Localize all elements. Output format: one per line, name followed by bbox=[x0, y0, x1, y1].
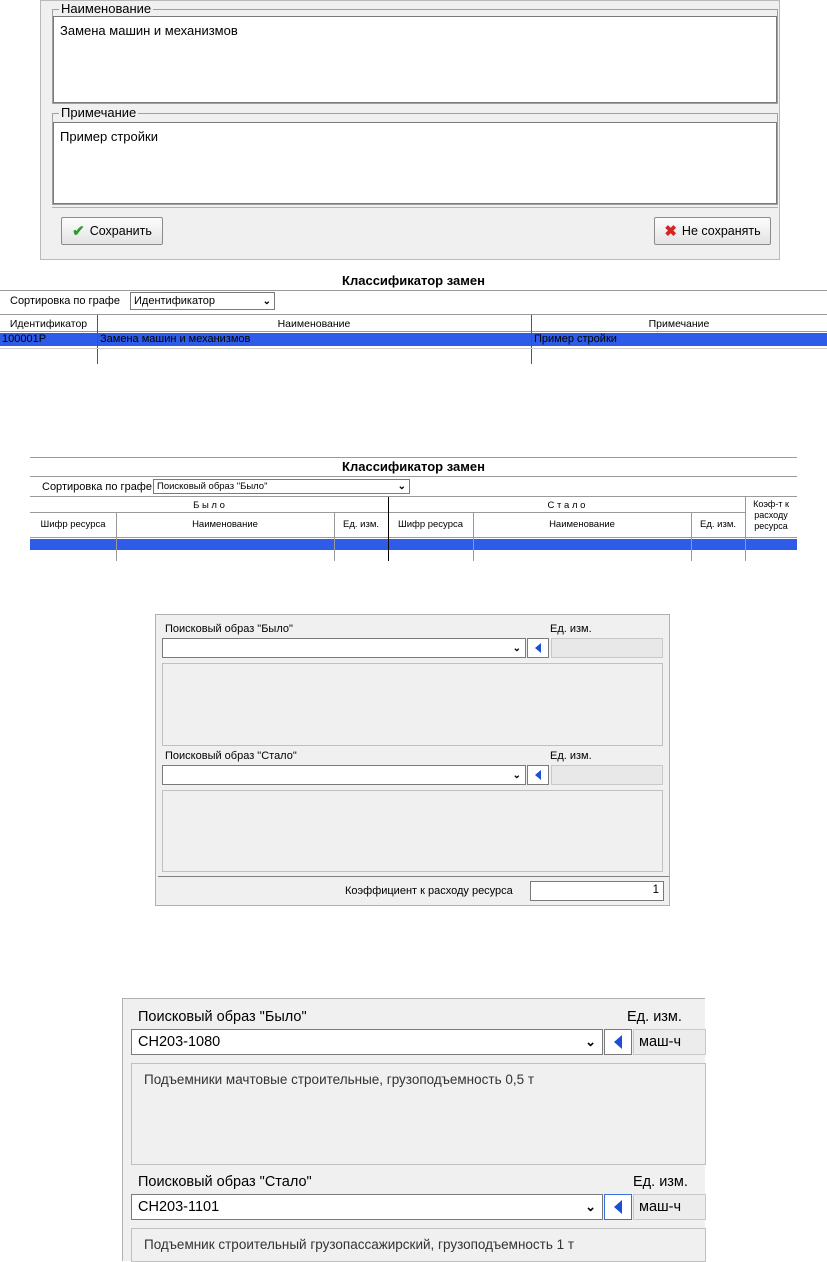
coef-label: Коэффициент к расходу ресурса bbox=[345, 885, 513, 897]
column-separator bbox=[745, 497, 746, 561]
name-label: Наименование bbox=[61, 1, 152, 16]
arrow-left-icon bbox=[535, 643, 541, 653]
column-separator bbox=[691, 513, 692, 561]
divider bbox=[30, 476, 797, 477]
sort-select-value: Поисковый образ "Было" bbox=[157, 481, 268, 492]
was-search-combo[interactable] bbox=[131, 1029, 603, 1055]
chevron-down-icon: ⌄ bbox=[585, 1199, 596, 1214]
column-separator bbox=[473, 513, 474, 561]
replacement-form-filled bbox=[122, 998, 705, 1261]
column-header-was-code[interactable]: Шифр ресурса bbox=[40, 519, 106, 530]
note-label: Примечание bbox=[61, 105, 137, 120]
save-button[interactable] bbox=[61, 217, 163, 245]
column-header-note[interactable]: Примечание bbox=[648, 318, 710, 330]
divider bbox=[158, 876, 669, 877]
note-value: Пример стройки bbox=[60, 129, 158, 144]
coef-input[interactable]: 1 bbox=[530, 881, 664, 901]
became-search-value: СН203-1101 bbox=[138, 1199, 220, 1215]
became-unit-field bbox=[551, 765, 663, 785]
classifier-grid-2 bbox=[30, 455, 797, 563]
was-pick-button[interactable] bbox=[604, 1029, 632, 1055]
became-unit-label: Ед. изм. bbox=[633, 1174, 688, 1190]
chevron-down-icon: ⌄ bbox=[512, 642, 521, 654]
was-description bbox=[131, 1063, 706, 1165]
check-icon: ✔ bbox=[72, 222, 85, 240]
arrow-left-icon bbox=[535, 770, 541, 780]
became-description bbox=[162, 790, 663, 872]
divider bbox=[0, 348, 827, 349]
close-icon: ✖ bbox=[664, 222, 677, 240]
cell-id: 100001Р bbox=[2, 333, 47, 345]
column-separator bbox=[116, 513, 117, 561]
was-unit-label: Ед. изм. bbox=[550, 623, 592, 635]
was-search-value: СН203-1080 bbox=[138, 1034, 221, 1050]
became-description-text: Подъемник строительный грузопассажирский, грузоподъемность 1 т bbox=[144, 1237, 575, 1252]
group-header-was: Б ы л о bbox=[193, 500, 225, 511]
became-search-combo[interactable] bbox=[162, 765, 526, 785]
was-label: Поисковый образ "Было" bbox=[165, 623, 293, 635]
save-button-label: Сохранить bbox=[89, 224, 152, 238]
cell-note: Пример стройки bbox=[534, 333, 617, 345]
edit-classifier-panel bbox=[40, 0, 780, 260]
cell-name: Замена машин и механизмов bbox=[100, 333, 251, 345]
column-header-id[interactable]: Идентификатор bbox=[9, 318, 88, 330]
became-pick-button[interactable] bbox=[527, 765, 549, 785]
was-unit-field: маш-ч bbox=[633, 1029, 706, 1055]
was-unit-field bbox=[551, 638, 663, 658]
was-search-combo[interactable] bbox=[162, 638, 526, 658]
grid-title: Классификатор замен bbox=[342, 459, 485, 474]
became-search-combo[interactable] bbox=[131, 1194, 603, 1220]
table-row-selected[interactable] bbox=[30, 539, 797, 550]
classifier-grid-1 bbox=[0, 270, 827, 365]
column-header-became-unit[interactable]: Ед. изм. bbox=[700, 519, 736, 530]
column-separator bbox=[531, 315, 532, 364]
divider bbox=[0, 314, 827, 315]
replacement-form-empty bbox=[155, 614, 670, 906]
note-textarea[interactable] bbox=[53, 122, 777, 204]
column-header-became-name[interactable]: Наименование bbox=[549, 519, 615, 530]
became-unit-label: Ед. изм. bbox=[550, 750, 592, 762]
name-textarea[interactable] bbox=[53, 16, 777, 103]
divider bbox=[0, 290, 827, 291]
column-header-name[interactable]: Наименование bbox=[277, 318, 351, 330]
became-label: Поисковый образ "Стало" bbox=[138, 1174, 312, 1190]
became-description bbox=[131, 1228, 706, 1262]
sort-select[interactable] bbox=[153, 479, 410, 494]
divider bbox=[30, 496, 797, 497]
sort-label: Сортировка по графе bbox=[10, 295, 120, 307]
was-description-text: Подъемники мачтовые строительные, грузоподъемность 0,5 т bbox=[144, 1072, 535, 1087]
was-unit-label: Ед. изм. bbox=[627, 1009, 682, 1025]
was-description bbox=[162, 663, 663, 746]
divider bbox=[30, 537, 797, 538]
sort-select-value: Идентификатор bbox=[134, 295, 215, 307]
name-value: Замена машин и механизмов bbox=[60, 23, 238, 38]
column-separator bbox=[97, 315, 98, 364]
divider bbox=[0, 331, 827, 332]
group-separator bbox=[388, 497, 389, 561]
column-header-coef[interactable]: Коэф-т к расходу ресурса bbox=[753, 499, 789, 531]
became-unit-field: маш-ч bbox=[633, 1194, 706, 1220]
grid-title: Классификатор замен bbox=[342, 273, 485, 288]
cancel-button[interactable] bbox=[654, 217, 771, 245]
divider bbox=[30, 457, 797, 458]
column-header-was-unit[interactable]: Ед. изм. bbox=[343, 519, 379, 530]
arrow-left-icon bbox=[614, 1200, 622, 1214]
was-pick-button[interactable] bbox=[527, 638, 549, 658]
became-label: Поисковый образ "Стало" bbox=[165, 750, 297, 762]
column-header-became-code[interactable]: Шифр ресурса bbox=[397, 519, 464, 530]
chevron-down-icon: ⌄ bbox=[397, 481, 406, 492]
was-label: Поисковый образ "Было" bbox=[138, 1009, 307, 1025]
sort-select[interactable] bbox=[130, 292, 275, 310]
column-separator bbox=[334, 513, 335, 561]
became-pick-button[interactable] bbox=[604, 1194, 632, 1220]
note-group bbox=[52, 105, 778, 205]
name-group bbox=[52, 1, 778, 104]
chevron-down-icon: ⌄ bbox=[512, 769, 521, 781]
chevron-down-icon: ⌄ bbox=[262, 295, 271, 307]
divider bbox=[52, 207, 778, 208]
arrow-left-icon bbox=[614, 1035, 622, 1049]
group-header-became: С т а л о bbox=[547, 500, 586, 511]
sort-label: Сортировка по графе bbox=[42, 481, 152, 493]
column-header-was-name[interactable]: Наименование bbox=[192, 519, 258, 530]
chevron-down-icon: ⌄ bbox=[585, 1034, 596, 1049]
cancel-button-label: Не сохранять bbox=[681, 224, 761, 238]
